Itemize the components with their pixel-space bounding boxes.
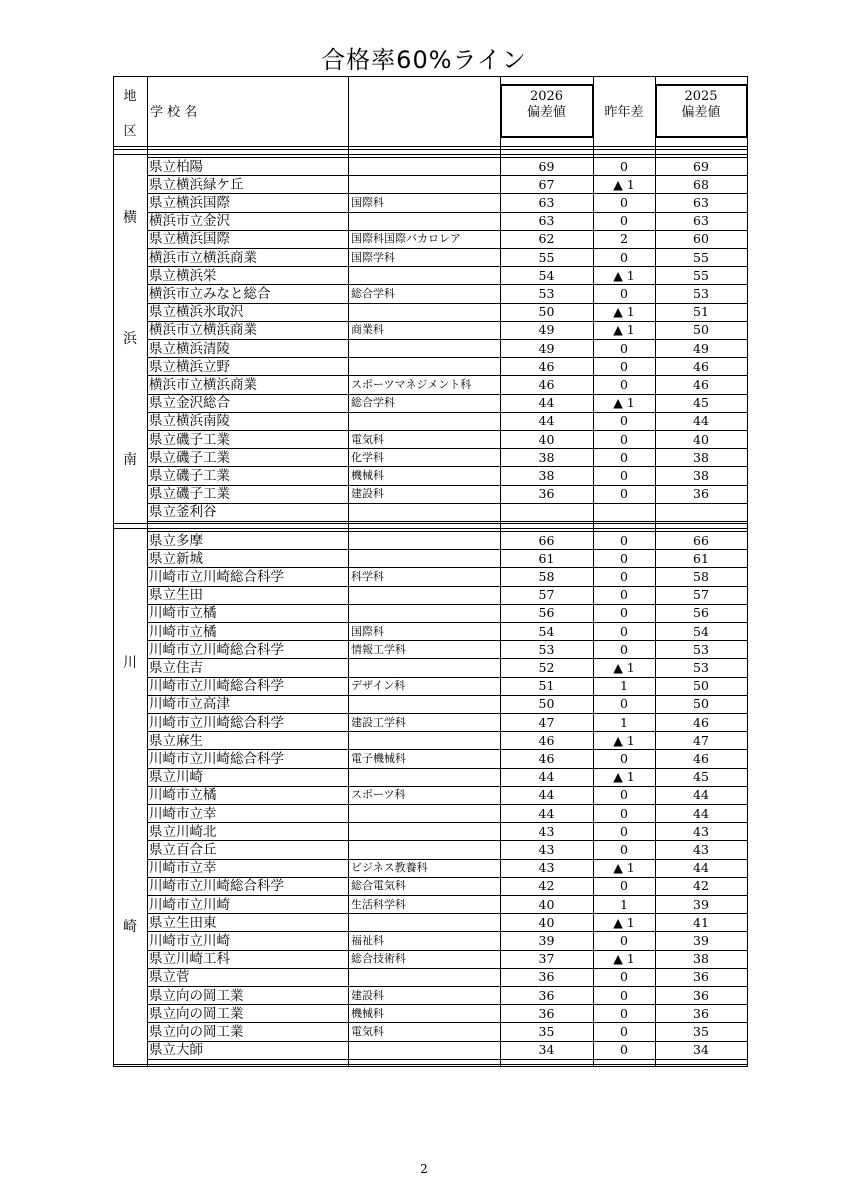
school-name: 川崎市立川崎総合科学 bbox=[149, 714, 284, 731]
score-diff: 0 bbox=[620, 878, 628, 894]
school-name: 川崎市立高津 bbox=[149, 696, 230, 713]
score-2026: 34 bbox=[538, 1042, 555, 1058]
score-diff: ▲ 1 bbox=[613, 914, 635, 930]
school-name: 川崎市立橘 bbox=[149, 605, 217, 622]
score-diff: 0 bbox=[620, 1023, 628, 1039]
course-name: ビジネス教養科 bbox=[351, 861, 428, 875]
box-2026-bottom bbox=[500, 136, 593, 138]
school-name: 川崎市立川崎総合科学 bbox=[149, 678, 284, 695]
score-diff: 0 bbox=[620, 467, 628, 483]
score-2026: 42 bbox=[538, 878, 555, 894]
score-diff: 0 bbox=[620, 696, 628, 712]
score-diff: 0 bbox=[620, 449, 628, 465]
score-2025: 49 bbox=[693, 340, 709, 356]
header-2025-label: 偏差値 bbox=[681, 105, 721, 120]
score-diff: 0 bbox=[620, 358, 628, 374]
score-diff: 0 bbox=[620, 376, 628, 392]
score-diff: 0 bbox=[620, 340, 628, 356]
score-2025: 56 bbox=[693, 605, 709, 621]
score-2026: 47 bbox=[538, 714, 555, 730]
school-name: 県立磯子工業 bbox=[149, 486, 230, 503]
score-2025: 34 bbox=[693, 1042, 709, 1058]
school-name: 県立菅 bbox=[149, 969, 190, 986]
course-name: 総合電気科 bbox=[351, 879, 406, 893]
school-name: 県立向の岡工業 bbox=[149, 1005, 244, 1022]
section-top-line bbox=[113, 154, 747, 155]
score-2025: 44 bbox=[693, 787, 709, 803]
header-divider bbox=[147, 76, 148, 1066]
score-2025: 42 bbox=[693, 878, 709, 894]
table-right-border bbox=[747, 76, 748, 1066]
school-name: 県立横浜栄 bbox=[149, 267, 217, 284]
score-2026: 63 bbox=[538, 194, 555, 210]
score-2025: 66 bbox=[693, 532, 709, 548]
header-2025-year: 2025 bbox=[684, 89, 718, 104]
school-name: 県立新城 bbox=[149, 550, 203, 567]
score-2025: 46 bbox=[693, 358, 709, 374]
school-name: 川崎市立幸 bbox=[149, 805, 217, 822]
score-2026: 44 bbox=[538, 787, 555, 803]
table-bottom-border bbox=[113, 1066, 748, 1067]
score-2026: 67 bbox=[538, 176, 555, 192]
score-diff: 0 bbox=[620, 158, 628, 174]
course-name: 総合技術科 bbox=[351, 952, 406, 966]
school-name: 県立多摩 bbox=[149, 532, 203, 549]
score-diff: 0 bbox=[620, 750, 628, 766]
score-diff: ▲ 1 bbox=[613, 176, 635, 192]
course-name: スポーツ科 bbox=[351, 788, 406, 802]
row-divider bbox=[147, 521, 747, 522]
school-name: 川崎市立川崎総合科学 bbox=[149, 641, 284, 658]
school-name: 県立横浜国際 bbox=[149, 231, 230, 248]
score-diff: ▲ 1 bbox=[613, 267, 635, 283]
score-diff: ▲ 1 bbox=[613, 951, 635, 967]
school-name: 県立生田 bbox=[149, 587, 203, 604]
score-2026: 40 bbox=[538, 914, 555, 930]
school-name: 県立向の岡工業 bbox=[149, 987, 244, 1004]
school-name: 県立麻生 bbox=[149, 732, 203, 749]
school-name: 横浜市立横浜商業 bbox=[149, 322, 257, 339]
score-2025: 44 bbox=[693, 805, 709, 821]
score-2025: 39 bbox=[693, 896, 709, 912]
score-2026: 58 bbox=[538, 568, 555, 584]
score-diff: 0 bbox=[620, 987, 628, 1003]
score-2025: 38 bbox=[693, 951, 709, 967]
region-label: 浜 bbox=[123, 331, 137, 347]
score-2026: 63 bbox=[538, 213, 555, 229]
box-2025-bottom bbox=[655, 136, 748, 138]
course-name: 電子機械科 bbox=[351, 751, 406, 765]
score-diff: 0 bbox=[620, 932, 628, 948]
score-2026: 53 bbox=[538, 285, 555, 301]
score-2025: 54 bbox=[693, 623, 709, 639]
score-2025: 44 bbox=[693, 860, 709, 876]
score-2025: 40 bbox=[693, 431, 709, 447]
score-2025: 45 bbox=[693, 769, 709, 785]
school-name: 横浜市立金沢 bbox=[149, 213, 230, 230]
score-diff: 0 bbox=[620, 213, 628, 229]
course-name: 国際学科 bbox=[351, 250, 395, 264]
score-2025: 38 bbox=[693, 467, 709, 483]
school-name: 県立金沢総合 bbox=[149, 395, 230, 412]
score-2025: 46 bbox=[693, 750, 709, 766]
score-2026: 57 bbox=[538, 587, 555, 603]
school-name: 川崎市立橘 bbox=[149, 623, 217, 640]
course-name: 商業科 bbox=[351, 323, 384, 337]
course-name: 化学科 bbox=[351, 450, 384, 464]
score-diff: 0 bbox=[620, 841, 628, 857]
score-2025: 53 bbox=[693, 285, 709, 301]
score-diff: ▲ 1 bbox=[613, 322, 635, 338]
course-name: 福祉科 bbox=[351, 933, 384, 947]
score-2025: 63 bbox=[693, 194, 709, 210]
table-top-border bbox=[113, 76, 747, 77]
score-2025: 55 bbox=[693, 249, 709, 265]
school-name: 県立川崎工科 bbox=[149, 951, 230, 968]
score-diff: 0 bbox=[620, 194, 628, 210]
score-2026: 61 bbox=[538, 550, 555, 566]
course-name: 国際科国際バカロレア bbox=[351, 232, 461, 246]
school-name: 県立横浜国際 bbox=[149, 194, 230, 211]
region-label: 崎 bbox=[123, 918, 137, 935]
school-name: 県立釜利谷 bbox=[149, 504, 217, 521]
score-2026: 43 bbox=[538, 841, 555, 857]
score-2025: 43 bbox=[693, 823, 709, 839]
course-name: 電気科 bbox=[351, 1024, 384, 1038]
score-2025: 36 bbox=[693, 1005, 709, 1021]
score-2026: 40 bbox=[538, 896, 555, 912]
score-2026: 40 bbox=[538, 431, 555, 447]
header-diff: 昨年差 bbox=[604, 105, 644, 120]
score-diff: 0 bbox=[620, 623, 628, 639]
header-2026-year: 2026 bbox=[529, 89, 564, 104]
course-name: 総合学科 bbox=[351, 396, 395, 410]
score-diff: ▲ 1 bbox=[613, 304, 635, 320]
score-2026: 56 bbox=[538, 605, 555, 621]
score-diff: 0 bbox=[620, 1005, 628, 1021]
score-2025: 50 bbox=[693, 696, 709, 712]
score-2026: 52 bbox=[538, 659, 555, 675]
score-2025: 51 bbox=[693, 304, 709, 320]
score-diff: 0 bbox=[620, 787, 628, 803]
score-2026: 43 bbox=[538, 860, 555, 876]
section-top-line bbox=[113, 528, 747, 529]
section-bottom-line bbox=[113, 523, 747, 524]
score-diff: 0 bbox=[620, 805, 628, 821]
score-diff: ▲ 1 bbox=[613, 395, 635, 411]
score-diff: ▲ 1 bbox=[613, 769, 635, 785]
score-2025: 43 bbox=[693, 841, 709, 857]
score-2026: 46 bbox=[538, 376, 555, 392]
course-name: 建設工学科 bbox=[351, 715, 406, 729]
score-2026: 54 bbox=[538, 267, 555, 283]
school-name: 県立百合丘 bbox=[149, 841, 217, 858]
score-diff: ▲ 1 bbox=[613, 732, 635, 748]
school-name: 川崎市立川崎総合科学 bbox=[149, 878, 284, 895]
score-2025: 50 bbox=[693, 322, 709, 338]
score-2025: 61 bbox=[693, 550, 709, 566]
score-diff: ▲ 1 bbox=[613, 860, 635, 876]
course-name: 国際科 bbox=[351, 195, 384, 209]
score-2026: 38 bbox=[538, 449, 555, 465]
score-2026: 49 bbox=[538, 340, 555, 356]
page-number: 2 bbox=[420, 1162, 428, 1176]
school-name: 県立横浜南陵 bbox=[149, 413, 230, 430]
school-name: 県立横浜緑ケ丘 bbox=[149, 176, 244, 193]
score-2026: 44 bbox=[538, 769, 555, 785]
score-2025: 44 bbox=[693, 413, 709, 429]
score-2025: 55 bbox=[693, 267, 709, 283]
score-2025: 63 bbox=[693, 213, 709, 229]
header-region: 地 bbox=[123, 89, 137, 104]
score-2025: 68 bbox=[693, 176, 709, 192]
score-diff: 0 bbox=[620, 605, 628, 621]
score-2026: 66 bbox=[538, 532, 555, 548]
page-title: 合格率60%ライン bbox=[321, 46, 527, 74]
region-label: 南 bbox=[123, 452, 137, 469]
score-2026: 50 bbox=[538, 304, 555, 320]
course-name: デザイン科 bbox=[351, 679, 406, 693]
box-2026-top bbox=[500, 84, 593, 86]
score-2025: 53 bbox=[693, 659, 709, 675]
header-bottom-line bbox=[113, 149, 747, 150]
school-name: 県立生田東 bbox=[149, 914, 217, 931]
score-2026: 46 bbox=[538, 358, 555, 374]
score-diff: 1 bbox=[620, 896, 628, 912]
school-name: 川崎市立幸 bbox=[149, 860, 217, 877]
course-name: 機械科 bbox=[351, 468, 384, 482]
header-school-name: 学 校 名 bbox=[150, 105, 198, 120]
school-name: 川崎市立川崎 bbox=[149, 896, 230, 913]
score-diff: 0 bbox=[620, 486, 628, 502]
course-name: 総合学科 bbox=[351, 286, 395, 300]
score-2025: 36 bbox=[693, 987, 709, 1003]
school-name: 川崎市立川崎総合科学 bbox=[149, 568, 284, 585]
header-region: 区 bbox=[123, 124, 137, 139]
course-name: 科学科 bbox=[351, 569, 384, 583]
school-name: 県立向の岡工業 bbox=[149, 1023, 244, 1040]
score-diff: 0 bbox=[620, 587, 628, 603]
school-name: 川崎市立橘 bbox=[149, 787, 217, 804]
score-2026: 54 bbox=[538, 623, 555, 639]
score-2026: 36 bbox=[538, 987, 555, 1003]
school-name: 県立横浜氷取沢 bbox=[149, 304, 244, 321]
region-label: 川 bbox=[123, 654, 137, 671]
score-2025: 46 bbox=[693, 376, 709, 392]
score-2026: 49 bbox=[538, 322, 555, 338]
school-name: 県立磯子工業 bbox=[149, 449, 230, 466]
school-name: 県立柏陽 bbox=[149, 158, 203, 175]
score-diff: 1 bbox=[620, 678, 628, 694]
score-2026: 37 bbox=[538, 951, 555, 967]
score-2026: 38 bbox=[538, 467, 555, 483]
score-2025: 69 bbox=[693, 158, 709, 174]
row-divider bbox=[147, 1059, 747, 1060]
score-2026: 36 bbox=[538, 969, 555, 985]
score-2025: 41 bbox=[693, 914, 709, 930]
score-2026: 43 bbox=[538, 823, 555, 839]
school-name: 県立横浜清陵 bbox=[149, 340, 230, 357]
score-2026: 35 bbox=[538, 1023, 555, 1039]
course-name: 建設科 bbox=[351, 988, 384, 1002]
school-name: 県立川崎北 bbox=[149, 823, 217, 840]
header-2026-label: 偏差値 bbox=[526, 105, 566, 120]
score-2026: 69 bbox=[538, 158, 555, 174]
score-2025: 47 bbox=[693, 732, 709, 748]
header-divider bbox=[348, 76, 349, 1066]
score-diff: 2 bbox=[620, 231, 628, 247]
score-2025: 57 bbox=[693, 587, 709, 603]
course-name: 機械科 bbox=[351, 1006, 384, 1020]
school-name: 横浜市立横浜商業 bbox=[149, 376, 257, 393]
school-name: 県立川崎 bbox=[149, 769, 203, 786]
course-name: 電気科 bbox=[351, 432, 384, 446]
score-diff: 0 bbox=[620, 969, 628, 985]
header-bottom-line bbox=[113, 146, 747, 147]
score-diff: 0 bbox=[620, 550, 628, 566]
score-2025: 39 bbox=[693, 932, 709, 948]
school-name: 県立住吉 bbox=[149, 659, 203, 676]
score-2026: 62 bbox=[538, 231, 555, 247]
score-2025: 35 bbox=[693, 1023, 709, 1039]
score-diff: 1 bbox=[620, 714, 628, 730]
score-2025: 36 bbox=[693, 969, 709, 985]
score-diff: 0 bbox=[620, 285, 628, 301]
score-diff: 0 bbox=[620, 568, 628, 584]
score-diff: 0 bbox=[620, 431, 628, 447]
course-name: スポーツマネジメント科 bbox=[351, 377, 472, 391]
score-2025: 38 bbox=[693, 449, 709, 465]
score-diff: 0 bbox=[620, 1042, 628, 1058]
score-diff: 0 bbox=[620, 532, 628, 548]
course-name: 生活科学科 bbox=[351, 897, 406, 911]
score-2026: 36 bbox=[538, 486, 555, 502]
score-2026: 44 bbox=[538, 413, 555, 429]
score-diff: 0 bbox=[620, 823, 628, 839]
school-name: 県立横浜立野 bbox=[149, 358, 230, 375]
score-2025: 36 bbox=[693, 486, 709, 502]
score-2026: 39 bbox=[538, 932, 555, 948]
course-name: 情報工学科 bbox=[351, 642, 406, 656]
score-diff: 0 bbox=[620, 249, 628, 265]
region-label: 横 bbox=[123, 209, 137, 226]
score-diff: ▲ 1 bbox=[613, 659, 635, 675]
school-name: 県立磯子工業 bbox=[149, 467, 230, 484]
score-2026: 46 bbox=[538, 732, 555, 748]
score-2025: 46 bbox=[693, 714, 709, 730]
score-diff: 0 bbox=[620, 413, 628, 429]
school-name: 横浜市立横浜商業 bbox=[149, 249, 257, 266]
score-2026: 36 bbox=[538, 1005, 555, 1021]
score-2025: 45 bbox=[693, 395, 709, 411]
score-2025: 53 bbox=[693, 641, 709, 657]
score-2026: 53 bbox=[538, 641, 555, 657]
school-name: 県立大師 bbox=[149, 1042, 203, 1059]
box-2025-top bbox=[655, 84, 748, 86]
score-2025: 60 bbox=[693, 231, 709, 247]
score-2025: 58 bbox=[693, 568, 709, 584]
score-2026: 46 bbox=[538, 750, 555, 766]
school-name: 川崎市立川崎総合科学 bbox=[149, 750, 284, 767]
school-name: 横浜市立みなと総合 bbox=[149, 285, 271, 302]
score-2026: 50 bbox=[538, 696, 555, 712]
score-2026: 44 bbox=[538, 395, 555, 411]
section-bottom-line bbox=[113, 1064, 747, 1065]
score-2026: 44 bbox=[538, 805, 555, 821]
course-name: 国際科 bbox=[351, 624, 384, 638]
course-name: 建設科 bbox=[351, 487, 384, 501]
score-diff: 0 bbox=[620, 641, 628, 657]
school-name: 県立磯子工業 bbox=[149, 431, 230, 448]
score-2026: 51 bbox=[538, 678, 555, 694]
score-2025: 50 bbox=[693, 678, 709, 694]
score-2026: 55 bbox=[538, 249, 555, 265]
school-name: 川崎市立川崎 bbox=[149, 932, 230, 949]
